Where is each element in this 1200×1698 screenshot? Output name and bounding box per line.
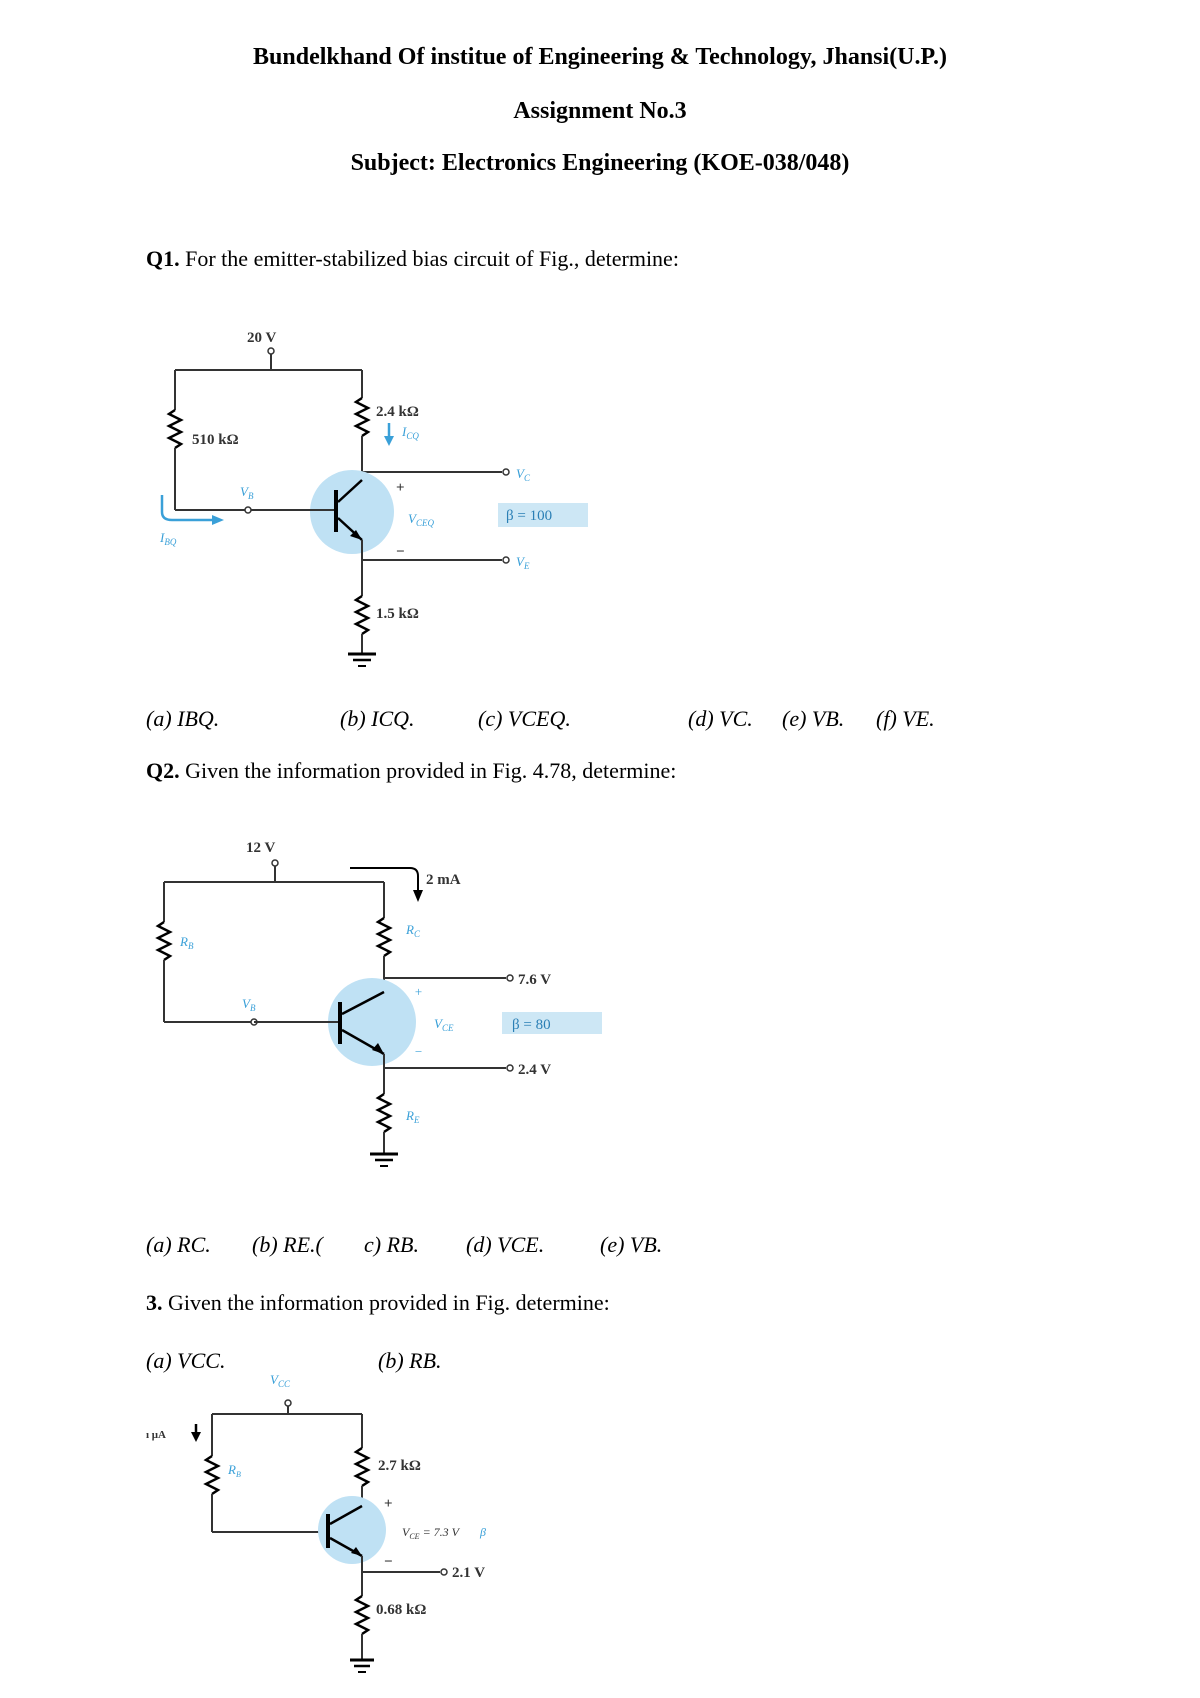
q2-minus-sign: −	[414, 1044, 423, 1059]
q2-vcc-label: 12 V	[246, 840, 276, 856]
q2-number: Q2.	[146, 758, 180, 783]
q2-vc-node	[507, 975, 513, 981]
assignment-title: Assignment No.3	[513, 98, 687, 124]
q3-vcc-node	[285, 1400, 291, 1406]
q3-circuit-figure	[140, 1370, 560, 1690]
q1-transistor-highlight	[310, 470, 394, 554]
q3-number: 3.	[146, 1290, 163, 1315]
q3-rc-resistor	[356, 1448, 368, 1486]
q3-minus-sign: −	[384, 1554, 393, 1570]
q3-part-a: (a) VCC.	[146, 1348, 226, 1373]
subject-title: Subject: Electronics Engineering (KOE-038/048)	[350, 150, 850, 176]
q1-vb-node	[245, 507, 251, 513]
q1-vcc-node	[268, 348, 274, 354]
q1-part-a: (a) IBQ.	[146, 706, 220, 731]
q2-rb-resistor	[158, 922, 170, 960]
q2-rb-label: $R_B$	[180, 934, 194, 951]
q2-text: Given the information provided in Fig. 4.78, determine:	[185, 758, 677, 783]
q2-part-c: c) RB.	[364, 1232, 419, 1257]
q3-ground-icon	[350, 1660, 374, 1672]
q1-vcc-label: 20 V	[247, 330, 277, 346]
q2-question	[146, 758, 676, 784]
q3-vcc-label: $V_{CC}$	[270, 1372, 290, 1389]
q2-ic-label: 2 mA	[426, 872, 461, 888]
q2-part-a: (a) RC.	[146, 1232, 211, 1257]
q3-ve-node	[441, 1569, 447, 1575]
q3-rb-resistor	[206, 1456, 218, 1494]
q1-ve-node	[503, 557, 509, 563]
q1-plus-sign: +	[396, 480, 405, 496]
q1-vceq-label: $V_{CEQ}$	[408, 511, 434, 528]
q2-rc-resistor	[378, 918, 390, 956]
q2-part-b: (b) RE.(	[252, 1232, 323, 1257]
q3-re-resistor	[356, 1596, 368, 1634]
q1-part-d: (d) VC.	[688, 706, 753, 731]
q1-part-c: (c) VCEQ.	[478, 706, 571, 731]
q2-ve-node	[507, 1065, 513, 1071]
q1-circuit-figure	[140, 320, 620, 680]
q2-ground-icon	[370, 1154, 398, 1166]
q1-rb-label: 510 kΩ	[192, 432, 239, 448]
q2-rc-label: $R_C$	[406, 922, 420, 939]
q2-plus-sign: +	[414, 984, 423, 999]
q3-text: Given the information provided in Fig. determine:	[168, 1290, 610, 1315]
q1-ground-icon	[348, 654, 376, 666]
q3-rc-label: 2.7 kΩ	[378, 1458, 421, 1474]
q2-part-d: (d) VCE.	[466, 1232, 545, 1257]
q1-rc-resistor	[356, 398, 368, 436]
q2-circuit-figure	[150, 832, 630, 1192]
q3-plus-sign: +	[384, 1496, 393, 1512]
q1-icq-label: $I_{CQ}$	[402, 424, 419, 441]
q2-vcc-node	[272, 860, 278, 866]
q1-rb-resistor	[169, 410, 181, 448]
q1-text: For the emitter-stabilized bias circuit of Fig., determine:	[185, 246, 679, 271]
q3-ib-label: ı μA	[146, 1429, 166, 1441]
q1-number: Q1.	[146, 246, 180, 271]
q2-re-label: $R_E$	[406, 1108, 420, 1125]
q1-vc-label: $V_C$	[516, 466, 530, 483]
q2-beta-label: β = 80	[512, 1017, 551, 1033]
q1-re-resistor	[356, 596, 368, 634]
q2-vb-label: $V_B$	[242, 996, 256, 1013]
q3-ve-value: 2.1 V	[452, 1565, 486, 1581]
q1-re-label: 1.5 kΩ	[376, 606, 419, 622]
q1-ibq-arrow	[162, 495, 212, 520]
q1-vb-label: $V_B$	[240, 484, 254, 501]
q1-ve-label: $V_E$	[516, 554, 530, 571]
q1-rc-label: 2.4 kΩ	[376, 404, 419, 420]
q3-rb-label: $R_B$	[228, 1462, 241, 1479]
q1-beta-label: β = 100	[506, 508, 553, 524]
q2-vce-label: $V_{CE}$	[434, 1016, 454, 1033]
q3-vce-label: $V_{CE} = 7.3$ V	[402, 1525, 460, 1541]
q1-question	[146, 246, 679, 272]
q1-minus-sign: −	[396, 544, 405, 560]
q1-vc-node	[503, 469, 509, 475]
q3-re-label: 0.68 kΩ	[376, 1602, 427, 1618]
q2-vc-value: 7.6 V	[518, 972, 552, 988]
q1-ibq-label: $I_{BQ}$	[160, 530, 177, 547]
q2-part-e: (e) VB.	[600, 1232, 663, 1257]
q2-re-resistor	[378, 1094, 390, 1132]
q3-beta-label: β	[480, 1525, 486, 1539]
q1-part-b: (b) ICQ.	[340, 706, 415, 731]
q1-part-e: (e) VB.	[782, 706, 845, 731]
q3-part-b: (b) RB.	[378, 1348, 442, 1373]
q1-part-f: (f) VE.	[876, 706, 935, 731]
q2-ve-value: 2.4 V	[518, 1062, 552, 1078]
institute-title: Bundelkhand Of institue of Engineering & Technology, Jhansi(U.P.)	[253, 44, 947, 70]
q3-question	[146, 1290, 610, 1316]
